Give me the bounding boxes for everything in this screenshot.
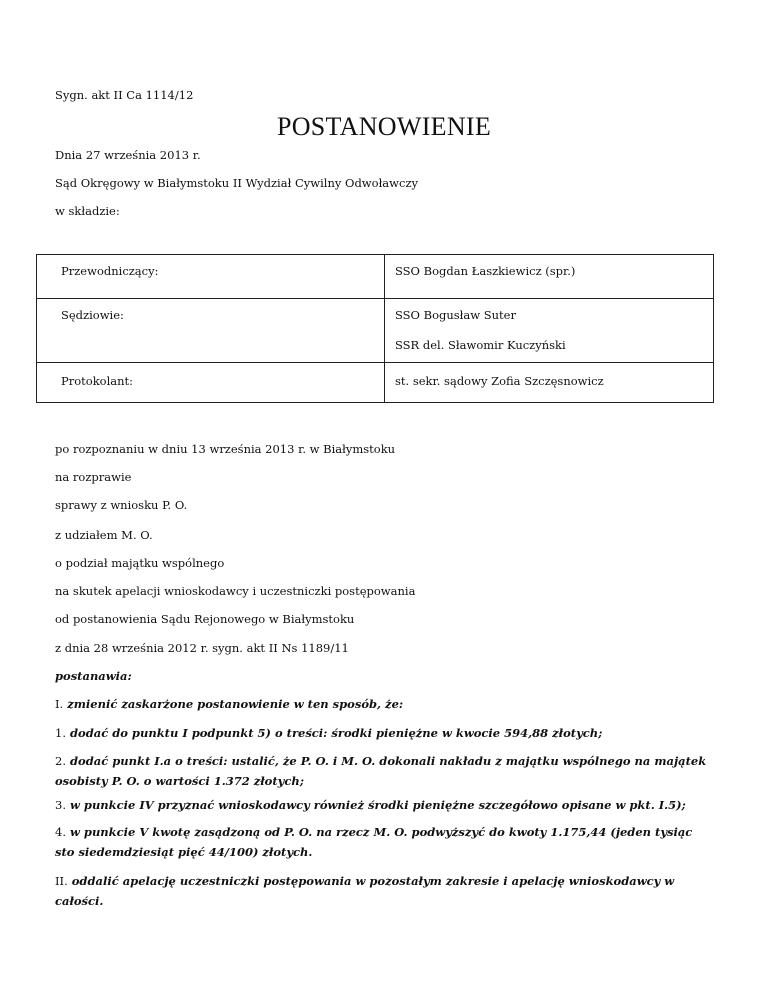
body-line: na skutek apelacji wnioskodawcy i uczestniczki postępowania	[55, 584, 416, 598]
composition-table	[36, 254, 714, 403]
table-row	[37, 255, 714, 299]
table-row	[37, 299, 714, 363]
court-line: Sąd Okręgowy w Białymstoku II Wydział Cywilny Odwoławczy	[55, 176, 419, 190]
names-cell	[385, 363, 714, 403]
role-clerk: Protokolant:	[61, 374, 134, 388]
name-clerk: st. sekr. sądowy Zofia Szczęsnowicz	[395, 374, 604, 388]
point-number: 2.	[55, 754, 66, 768]
point-text: oddalić apelację uczestniczki postępowania w pozostałym zakresie i apelację wnioskodawcy w całości.	[55, 874, 675, 908]
case-reference: Sygn. akt II Ca 1114/12	[55, 88, 194, 102]
role-judges: Sędziowie:	[61, 308, 124, 322]
table-row	[37, 363, 714, 403]
ruling-point-2	[55, 871, 715, 911]
point-number: 4.	[55, 825, 66, 839]
ruling-subpoint-3	[55, 798, 686, 812]
point-number: 3.	[55, 798, 66, 812]
role-cell	[37, 363, 385, 403]
ruling-subpoint-1	[55, 726, 602, 740]
body-line: po rozpoznaniu w dniu 13 września 2013 r. w Białymstoku	[55, 442, 396, 456]
point-text: w punkcie V kwotę zasądzoną od P. O. na rzecz M. O. podwyższyć do kwoty 1.175,44 (jeden tysiąc sto siedemdziesiąt pięć 44/100) złotych.	[55, 825, 693, 859]
body-line: z udziałem M. O.	[55, 528, 153, 542]
body-line: na rozprawie	[55, 470, 132, 484]
date-line: Dnia 27 września 2013 r.	[55, 148, 201, 162]
ruling-subpoint-4	[55, 822, 715, 862]
names-cell	[385, 299, 714, 363]
names-cell	[385, 255, 714, 299]
point-text: dodać do punktu I podpunkt 5) o treści: środki pieniężne w kwocie 594,88 złotych;	[70, 726, 603, 740]
point-number: 1.	[55, 726, 66, 740]
document-title: POSTANOWIENIE	[276, 112, 492, 141]
body-line: od postanowienia Sądu Rejonowego w Białymstoku	[55, 612, 355, 626]
role-cell	[37, 255, 385, 299]
point-number: II.	[55, 874, 68, 888]
ruling-heading: postanawia:	[55, 669, 132, 683]
point-text: dodać punkt I.a o treści: ustalić, że P. O. i M. O. dokonali nakładu z majątku wspólnego na majątek osobisty P. O. o wartości 1.372 złotych;	[55, 754, 707, 788]
ruling-subpoint-2	[55, 751, 715, 791]
body-line: z dnia 28 września 2012 r. sygn. akt II Ns 1189/11	[55, 641, 349, 655]
role-presiding: Przewodniczący:	[61, 264, 159, 278]
ruling-point-1	[55, 697, 403, 711]
role-cell	[37, 299, 385, 363]
name-judge-1: SSO Bogusław Suter	[395, 308, 516, 322]
name-presiding: SSO Bogdan Łaszkiewicz (spr.)	[395, 264, 576, 278]
point-text: w punkcie IV przyznać wnioskodawcy również środki pieniężne szczegółowo opisane w pkt. I.5);	[70, 798, 686, 812]
body-line: sprawy z wniosku P. O.	[55, 498, 188, 512]
point-number: I.	[55, 697, 64, 711]
name-judge-2: SSR del. Sławomir Kuczyński	[395, 338, 566, 352]
composition-label: w składzie:	[55, 204, 120, 218]
body-line: o podział majątku wspólnego	[55, 556, 225, 570]
point-text: zmienić zaskarżone postanowienie w ten sposób, że:	[67, 697, 404, 711]
